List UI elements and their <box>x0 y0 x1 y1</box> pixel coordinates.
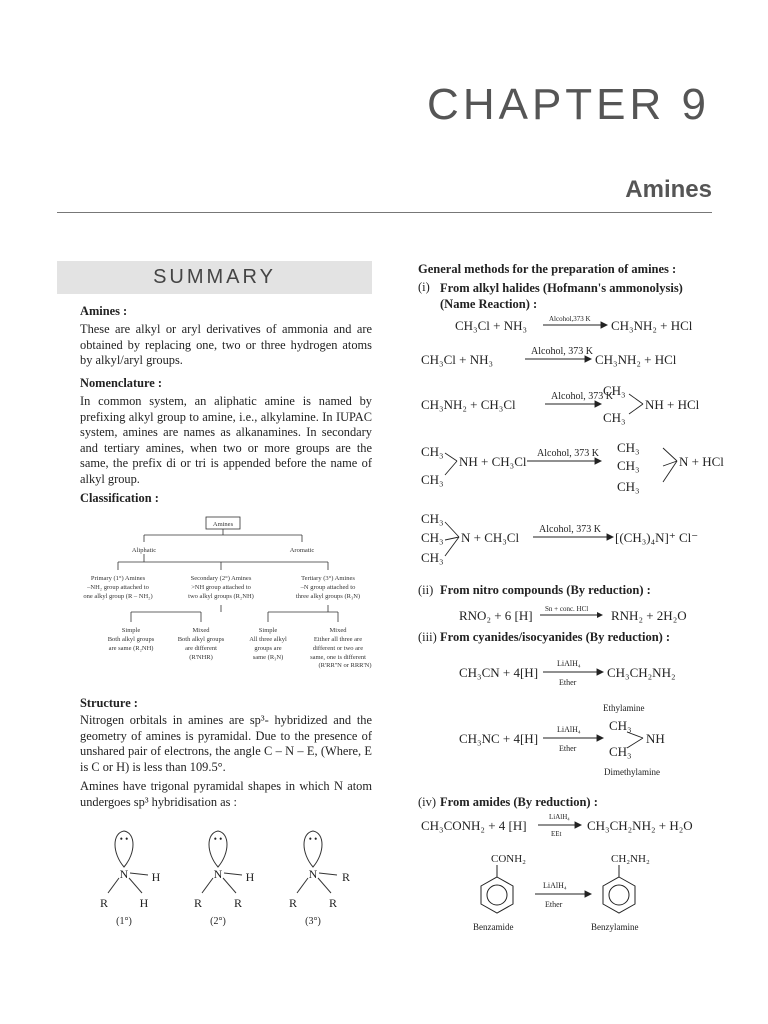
tree-tertiary-desc: –N group attached to <box>300 584 356 591</box>
amide-reactions <box>415 810 725 940</box>
r4-ch3-a: CH₃ <box>617 440 640 455</box>
r3-ch3-top: CH₃ <box>603 383 626 398</box>
r9-condition-bottom: EEt <box>551 830 562 838</box>
classification-heading: Classification : <box>80 491 159 505</box>
structure-text-1: Nitrogen orbitals in amines are sp³- hybridized and the geometry of amines is pyramidal. Due to the presence of unshared pair of electrons, the angle C – N – E, (Where, E is C or H) is less than 109.5°. <box>80 713 372 774</box>
atom-h-1b: H <box>139 896 149 910</box>
tree-root: Amines <box>212 521 234 528</box>
cyanide-reactions <box>415 648 725 783</box>
tree-simple-a: Simple <box>121 627 141 634</box>
r8-ch3-bottom: CH₃ <box>609 744 632 759</box>
prep-i-label: (i) <box>418 280 430 294</box>
benzamide-name: Benzamide <box>473 922 514 932</box>
label-primary: (1°) <box>116 916 132 927</box>
r5-condition: Alcohol, 373 K <box>539 524 601 535</box>
amines-text: These are alkyl or aryl derivatives of ammonia and are obtained by replacing one, two or three hydrogen atoms by alkyl/aryl groups. <box>80 322 372 368</box>
r8-condition-bottom: Ether <box>559 744 577 753</box>
prep-iii-title: From cyanides/isocyanides (By reduction) : <box>440 630 671 644</box>
tree-secondary-desc: >NH group attached to <box>191 584 251 591</box>
tree-tertiary-formula: three alkyl groups (R₃N) <box>295 593 361 600</box>
tree-mixed-a: Mixed <box>192 627 210 634</box>
tree-simple-b-desc3: same (R₃N) <box>252 654 284 661</box>
r10-condition-bottom: Ether <box>545 900 563 909</box>
prep-iii-label: (iii) <box>418 630 437 644</box>
classification-tree <box>76 512 376 662</box>
tree-mixed-b-desc1: Either all three are <box>313 636 363 643</box>
tree-mixed-b-desc4: (R'RR''N or RRR'N) <box>318 662 372 669</box>
tree-secondary: Secondary (2°) Amines <box>190 575 252 582</box>
benzene-ring-benzylamine <box>603 877 635 913</box>
r5-ch3-a: CH₃ <box>421 511 444 526</box>
r3-condition: Alcohol, 373 K <box>551 391 613 402</box>
alkyl-halide-reactions <box>415 310 725 610</box>
prep-ii-label: (ii) <box>418 583 434 597</box>
r4-ch3-bottom: CH₃ <box>421 472 444 487</box>
tree-aromatic: Aromatic <box>289 547 315 554</box>
chapter-title: CHAPTER 9 <box>427 80 710 129</box>
prep-i-title: From alkyl halides (Hofmann's ammonolysis) (Name Reaction) : <box>440 281 683 311</box>
tree-mixed-b: Mixed <box>329 627 347 634</box>
r3-ch3-bottom: CH₃ <box>603 410 626 425</box>
benzamide-group: CONH₂ <box>491 853 527 865</box>
structure-text-2: Amines have trigonal pyramidal shapes in which N atom undergoes sp³ hybridisation as : <box>80 779 372 809</box>
r4-ch3-top: CH₃ <box>421 444 444 459</box>
structure-heading: Structure : <box>80 696 138 710</box>
atom-r-3c: R <box>328 896 338 910</box>
tree-primary-formula: one alkyl group (R – NH₂) <box>83 593 153 600</box>
atom-h-2: H <box>245 870 255 884</box>
benzene-aromatic-circle-2 <box>609 885 629 905</box>
r3-right: NH + HCl <box>645 397 700 412</box>
r5-right: [(CH₃)₄N]⁺ Cl⁻ <box>615 530 699 545</box>
atom-n-1: N <box>119 867 129 881</box>
r5-left: N + CH₃Cl <box>461 530 520 545</box>
tree-secondary-formula: two alkyl groups (R₂NH) <box>188 593 254 600</box>
r9-left: CH₃CONH₂ + 4 [H] <box>421 818 527 833</box>
lone-pair-dots-1: • • <box>119 834 129 844</box>
tree-primary-desc: –NH₂ group attached to <box>87 584 149 591</box>
r2-condition: Alcohol, 373 K <box>531 346 593 357</box>
atom-r-1: R <box>99 896 109 910</box>
tree-simple-b-desc1: All three alkyl <box>249 636 287 643</box>
r4-ch3-c: CH₃ <box>617 479 640 494</box>
r2-left: CH₃Cl + NH₃ <box>421 352 494 367</box>
r1-condition: Alcohol,373 K <box>549 315 591 323</box>
tree-mixed-a-desc3: (R'NHR) <box>189 654 213 661</box>
r3-left: CH₃NH₂ + CH₃Cl <box>421 397 516 412</box>
label-tertiary: (3°) <box>305 916 321 927</box>
nomenclature-heading: Nomenclature : <box>80 376 163 390</box>
r9-condition-top: LiAlH₄ <box>549 813 570 821</box>
r1-right: CH₃NH₂ + HCl <box>611 318 693 333</box>
r4-ch3-b: CH₃ <box>617 458 640 473</box>
prep-iv-label: (iv) <box>418 795 437 809</box>
atom-n-2: N <box>213 867 223 881</box>
atom-n-3: N <box>308 867 318 881</box>
r7-condition-bottom: Ether <box>559 678 577 687</box>
benzene-aromatic-circle-1 <box>487 885 507 905</box>
tree-simple-a-desc1: Both alkyl groups <box>107 636 155 643</box>
header-divider <box>57 212 712 213</box>
prep-ii-title: From nitro compounds (By reduction) : <box>440 583 651 597</box>
chapter-subtitle: Amines <box>625 176 712 203</box>
atom-h-1a: H <box>151 870 161 884</box>
r2-right: CH₃NH₂ + HCl <box>595 352 677 367</box>
benzylamine-group: CH₂NH₂ <box>611 853 650 865</box>
r8-left: CH₃NC + 4[H] <box>459 731 539 746</box>
lone-pair-dots-3: • • <box>308 834 318 844</box>
tree-mixed-b-desc3: same, one is different <box>310 654 366 661</box>
r7-name: Ethylamine <box>603 703 645 713</box>
atom-r-3a: R <box>341 870 351 884</box>
amine-structures <box>90 825 370 930</box>
amines-heading: Amines : <box>80 304 128 318</box>
r6-condition: Sn + conc. HCl <box>545 605 589 613</box>
r5-ch3-c: CH₃ <box>421 550 444 565</box>
r7-right: CH₃CH₂NH₂ <box>607 665 676 680</box>
r4-left: NH + CH₃Cl <box>459 454 527 469</box>
tree-simple-b-desc2: groups are <box>254 645 282 652</box>
tree-mixed-b-desc2: different or two are <box>312 645 364 652</box>
atom-r-2a: R <box>193 896 203 910</box>
nitro-reaction <box>415 600 725 630</box>
summary-title: SUMMARY <box>153 266 276 288</box>
benzylamine-name: Benzylamine <box>591 922 639 932</box>
r4-condition: Alcohol, 373 K <box>537 448 599 459</box>
r1-left: CH₃Cl + NH₃ <box>455 318 528 333</box>
r6-left: RNO₂ + 6 [H] <box>459 608 533 623</box>
r7-condition-top: LiAlH₄ <box>557 659 581 668</box>
r8-condition-top: LiAlH₄ <box>557 725 581 734</box>
tree-mixed-a-desc1: Both alkyl groups <box>177 636 225 643</box>
prep-iv-title: From amides (By reduction) : <box>440 795 598 809</box>
r7-left: CH₃CN + 4[H] <box>459 665 539 680</box>
summary-banner <box>57 261 372 294</box>
tree-aliphatic: Aliphatic <box>131 547 157 554</box>
r8-right: NH <box>646 731 665 746</box>
tree-simple-b: Simple <box>258 627 278 634</box>
tree-mixed-a-desc2: are different <box>185 645 217 652</box>
atom-r-2b: R <box>233 896 243 910</box>
preparation-heading: General methods for the preparation of amines : <box>418 262 677 276</box>
r4-right: N + HCl <box>679 454 724 469</box>
r8-ch3-top: CH₃ <box>609 718 632 733</box>
tree-tertiary: Tertiary (3°) Amines <box>301 575 355 582</box>
nomenclature-text: In common system, an aliphatic amine is named by prefixing alkyl group to amine, i.e., alkylamine. In IUPAC system, amines are names as alkanamines. In secondary and tertiary amines, when two or more groups are the same, the prefix di or tri is appended before the name of alkyl group. <box>80 394 372 486</box>
r5-ch3-b: CH₃ <box>421 530 444 545</box>
r8-name: Dimethylamine <box>604 767 660 777</box>
label-secondary: (2°) <box>210 916 226 927</box>
lone-pair-dots-2: • • <box>213 834 223 844</box>
r9-right: CH₃CH₂NH₂ + H₂O <box>587 818 693 833</box>
r6-right: RNH₂ + 2H₂O <box>611 608 687 623</box>
atom-r-3b: R <box>288 896 298 910</box>
tree-simple-a-desc2: are same (R₂NH) <box>108 645 154 652</box>
tree-primary: Primary (1°) Amines <box>90 575 146 582</box>
r10-condition-top: LiAlH₄ <box>543 881 567 890</box>
benzene-ring-benzamide <box>481 877 513 913</box>
